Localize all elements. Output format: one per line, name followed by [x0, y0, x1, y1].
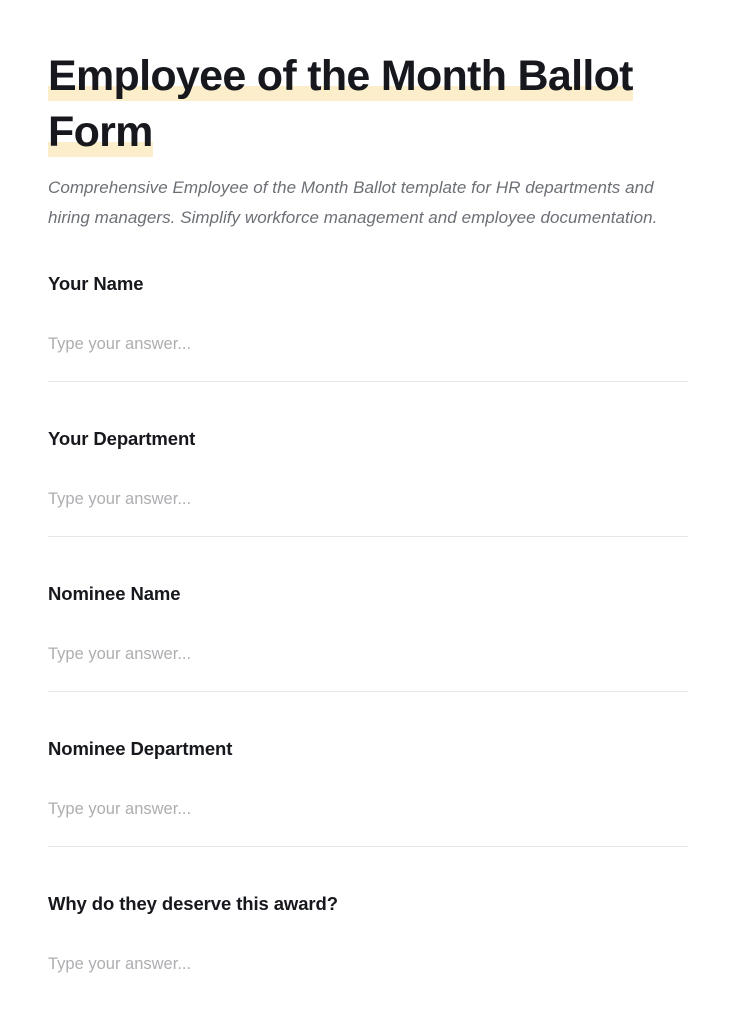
field-why-deserve-award: [48, 891, 688, 1001]
field-label-your-department: Your Department: [48, 428, 196, 449]
field-label-why-deserve-award: Why do they deserve this award?: [48, 893, 338, 914]
form-content: [48, 0, 688, 1001]
form-fields: [48, 233, 688, 1001]
page-subtitle: Comprehensive Employee of the Month Ballot template for HR departments and hiring managers. Simplify workforce management and employee documentation.: [48, 178, 658, 227]
field-nominee-name: [48, 581, 688, 692]
field-your-name: [48, 271, 688, 382]
field-nominee-department: [48, 736, 688, 847]
field-label-nominee-name: Nominee Name: [48, 583, 181, 604]
page-title-highlighted-text: Employee of the Month Ballot Form: [48, 52, 633, 156]
field-label-your-name: Your Name: [48, 273, 144, 294]
field-your-department: [48, 426, 688, 537]
input-your-department[interactable]: [48, 488, 688, 537]
field-label-nominee-department: Nominee Department: [48, 738, 233, 759]
input-why-deserve-award[interactable]: [48, 953, 688, 1001]
input-nominee-department[interactable]: [48, 798, 688, 847]
input-nominee-name[interactable]: [48, 643, 688, 692]
input-your-name[interactable]: [48, 333, 688, 382]
page-title: [48, 0, 648, 160]
